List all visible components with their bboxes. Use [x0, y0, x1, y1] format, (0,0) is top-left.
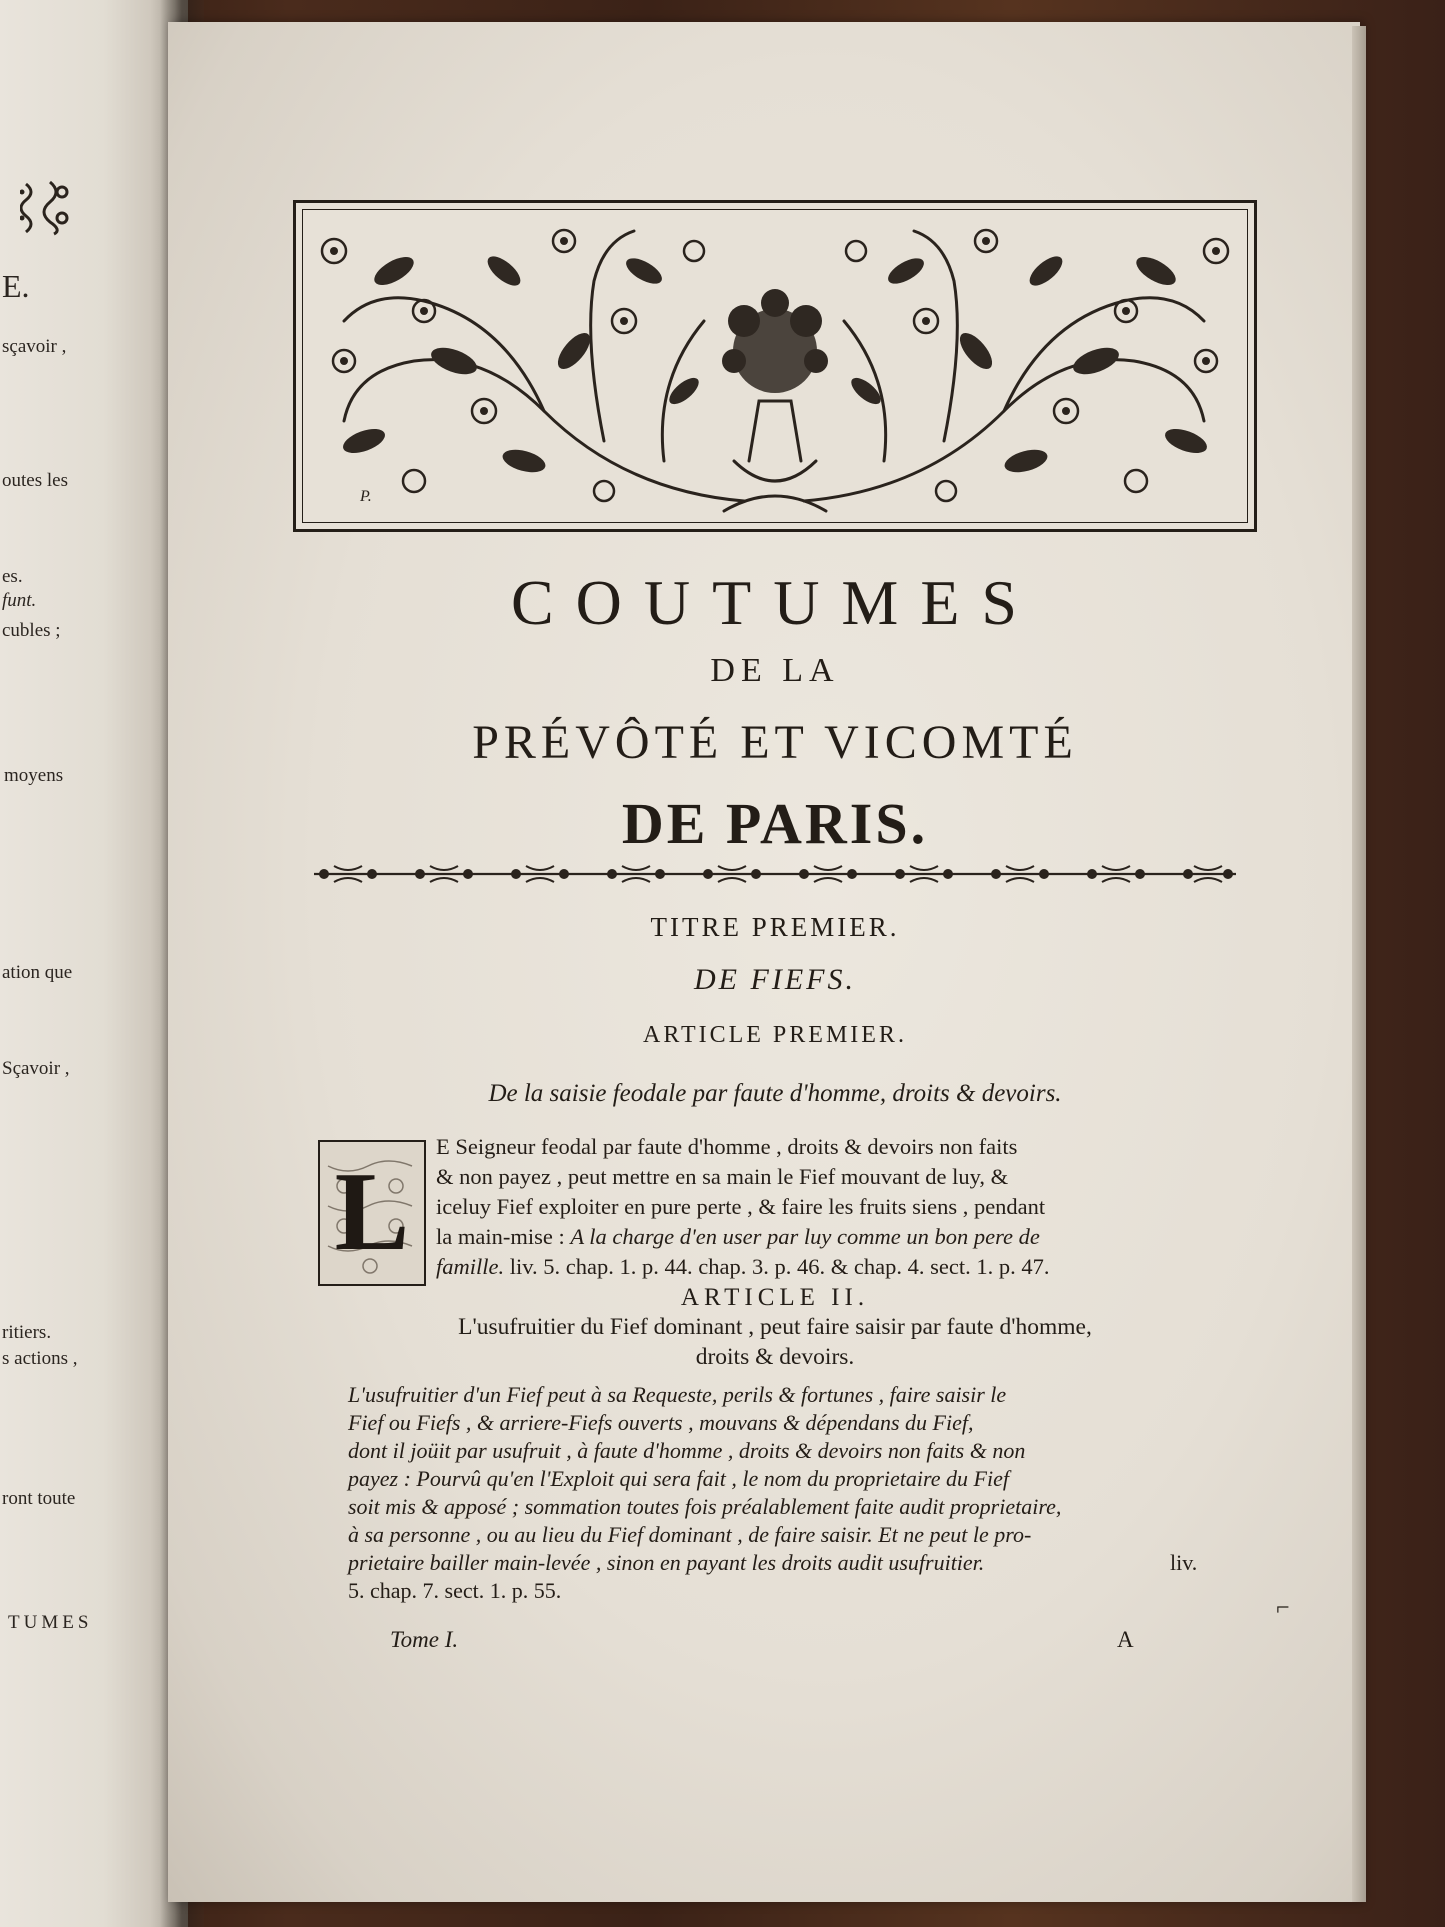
article2-line: Fief ou Fiefs , & arriere-Fiefs ouverts , mouvans & dépendans du Fief,: [348, 1410, 974, 1435]
ornamental-rule: [314, 862, 1236, 886]
page-edge: [1352, 26, 1366, 1902]
left-line: es.: [2, 566, 23, 587]
engraver-mark: P.: [360, 488, 372, 505]
article-ii-subtitle: L'usufruitier du Fief dominant , peut faire saisir par faute d'homme,: [458, 1314, 1092, 1340]
article-ii-subtitle: droits & devoirs.: [695, 1344, 855, 1370]
left-line: ritiers.: [2, 1322, 52, 1343]
article1-italic: A la charge d'en user par luy comme un bon pere de: [570, 1224, 1040, 1249]
article2-reference: 5. chap. 7. sect. 1. p. 55.: [348, 1578, 562, 1603]
article2-line: L'usufruitier d'un Fief peut à sa Requeste, perils & fortunes , faire saisir le: [348, 1382, 1007, 1407]
article2-line: à sa personne , ou au lieu du Fief dominant , de faire saisir. Et ne peut le pro-: [348, 1522, 1032, 1547]
tome-label: Tome I.: [390, 1627, 459, 1652]
article1-text: la main-mise :: [436, 1224, 565, 1249]
article2-line: payez : Pourvû qu'en l'Exploit qui sera fait , le nom du proprietaire du Fief: [348, 1466, 1009, 1491]
article2-line: soit mis & apposé ; sommation toutes fois préalablement faite audit proprietaire,: [348, 1494, 1062, 1519]
section-de-fiefs: DE FIEFS.: [694, 963, 856, 996]
article-premier-subtitle: De la saisie feodale par faute d'homme, droits & devoirs.: [488, 1080, 1062, 1107]
left-line: outes les: [2, 470, 68, 491]
titre-premier: TITRE PREMIER.: [650, 912, 900, 942]
article-premier-heading: ARTICLE PREMIER.: [643, 1022, 907, 1048]
floral-headpiece-banner: [293, 200, 1257, 532]
article1-line: iceluy Fief exploiter en pure perte , & faire les fruits siens , pendant: [436, 1194, 1046, 1219]
title-coutumes: COUTUMES: [510, 567, 1040, 638]
left-line: Sçavoir ,: [2, 1058, 70, 1079]
title-de-la: DE LA: [710, 652, 840, 689]
article-ii-heading: ARTICLE II.: [680, 1284, 870, 1311]
article2-reference: liv.: [1170, 1550, 1198, 1575]
title-de-paris: DE PARIS.: [621, 791, 929, 856]
dropcap-letter: L: [334, 1150, 410, 1274]
article2-line: [348, 1550, 1198, 1576]
article1-line: [436, 1254, 1049, 1280]
article2-line: dont il joüit par usufruit , à faute d'homme , droits & devoirs non faits & non: [348, 1438, 1026, 1463]
title-prevote-vicomte: PRÉVÔTÉ ET VICOMTÉ: [472, 716, 1078, 769]
article1-line: & non payez , peut mettre en sa main le Fief mouvant de luy, &: [436, 1164, 1009, 1189]
article1-reference: liv. 5. chap. 1. p. 44. chap. 3. p. 46. & chap. 4. sect. 1. p. 47.: [509, 1254, 1050, 1279]
left-page-ornament: [20, 178, 72, 236]
signature-mark: A: [1117, 1627, 1134, 1652]
left-line: moyens: [4, 765, 64, 786]
article1-line: E Seigneur feodal par faute d'homme , droits & devoirs non faits: [436, 1134, 1018, 1159]
left-line: ation que: [2, 962, 73, 983]
left-line: E.: [2, 268, 30, 304]
left-line: funt.: [2, 590, 37, 611]
left-line: ront toute: [2, 1488, 76, 1509]
article2-italic: prietaire bailler main-levée , sinon en payant les droits audit usufruitier.: [348, 1550, 985, 1575]
left-line: cubles ;: [2, 620, 61, 641]
margin-mark: ⌐: [1276, 1595, 1290, 1621]
floral-vase-engraving: [304, 211, 1246, 521]
article1-italic: famille.: [436, 1254, 505, 1279]
left-line: TUMES: [8, 1612, 93, 1633]
left-line: sçavoir ,: [2, 336, 67, 357]
left-line: s actions ,: [2, 1348, 78, 1369]
article1-line: [436, 1224, 1040, 1250]
decorated-dropcap: [318, 1140, 426, 1286]
